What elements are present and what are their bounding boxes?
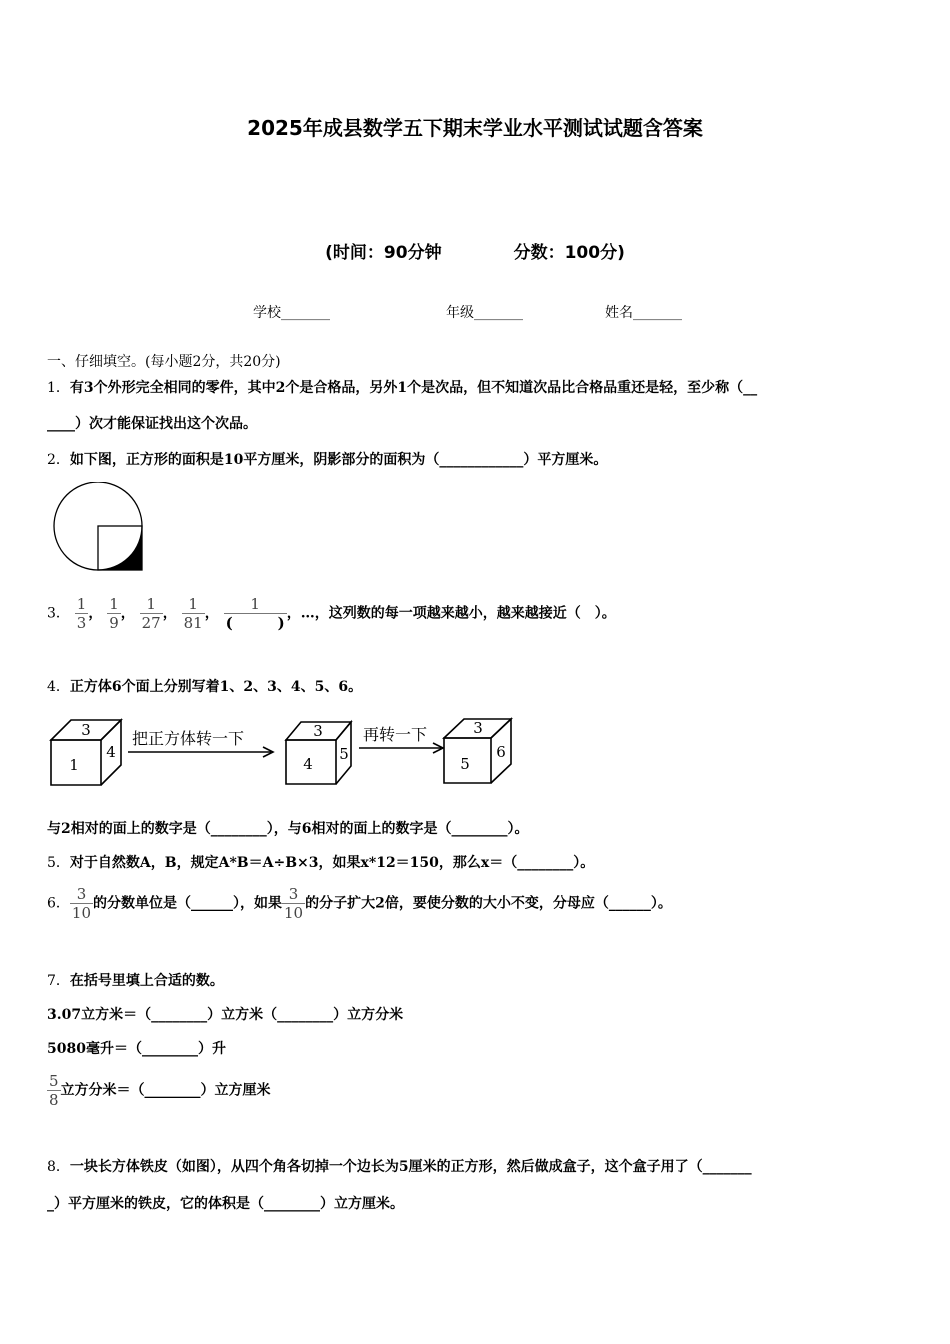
- question-text: 一块长方体铁皮（如图），从四个角各切掉一个边长为5厘米的正方形，然后做成盒子，这个盒子用了（_______: [69, 1159, 752, 1175]
- question-text: 在括号里填上合适的数。: [69, 973, 224, 989]
- question-1-cont: ____）次才能保证找出这个次品。: [47, 416, 257, 432]
- score-label: 分数：100分): [513, 243, 625, 263]
- question-number: 3．: [47, 605, 70, 622]
- fraction: $\frac{3}{10}$: [284, 885, 304, 922]
- question-number: 1．: [47, 380, 70, 396]
- cube-3-front-number: 5: [460, 755, 470, 773]
- question-7: [47, 970, 224, 990]
- cube-1-side-number: 4: [106, 743, 116, 761]
- cube-2-side-number: 5: [339, 745, 349, 763]
- question-8: [47, 1156, 752, 1176]
- fraction: $\frac{5}{8}$: [49, 1072, 59, 1109]
- grade-field: 年级_______: [446, 305, 523, 321]
- fraction: $\frac{1}{9}$: [109, 595, 119, 632]
- question-text: 正方体6个面上分别写着1、2、3、4、5、6。: [69, 679, 363, 695]
- cube-1-top-number: 3: [81, 721, 91, 739]
- name-field: 姓名_______: [605, 305, 682, 321]
- question-number: 8．: [47, 1159, 70, 1175]
- fraction: $\frac{1}{81}$: [183, 595, 203, 632]
- question-text: 的分数单位是（______），如果: [93, 895, 283, 912]
- fraction: $\frac{1}{27}$: [141, 595, 161, 632]
- arrow-1-label: 把正方体转一下: [132, 729, 245, 748]
- question-1: [47, 377, 757, 397]
- question-number: 2．: [47, 452, 70, 468]
- question-7-line-2: 5080毫升＝（________）升: [47, 1041, 226, 1057]
- question-text: 对于自然数A，B，规定A*B＝A÷B×3，如果x*12＝150，那么x＝（________）。: [69, 855, 595, 871]
- question-7-line-3: [47, 1072, 271, 1109]
- cube-2-front-number: 4: [303, 755, 313, 773]
- question-8-cont: _）平方厘米的铁皮，它的体积是（________）立方厘米。: [47, 1196, 404, 1212]
- time-label: (时间：90分钟: [325, 243, 442, 263]
- section-heading: 一、仔细填空。(每小题2分，共20分): [47, 354, 281, 370]
- question-text: 如下图，正方形的面积是10平方厘米，阴影部分的面积为（____________）平方厘米。: [69, 452, 608, 468]
- question-4-answer: 与2相对的面上的数字是（________），与6相对的面上的数字是（________）。: [47, 821, 529, 837]
- cube-3-side-number: 6: [496, 743, 506, 761]
- fraction: $\frac{1}{3}$: [76, 595, 87, 632]
- cube-rotation-figure: [46, 712, 516, 788]
- circle-square-figure: [48, 482, 143, 574]
- cube-3-top-number: 3: [473, 719, 483, 737]
- question-text: 的分子扩大2倍，要使分数的大小不变，分母应（______）。: [305, 895, 672, 912]
- question-text: 有3个外形完全相同的零件，其中2个是合格品，另外1个是次品，但不知道次品比合格品重还是轻，至少称（__: [69, 380, 758, 396]
- question-number: 4．: [47, 679, 70, 695]
- question-7-line-1: 3.07立方米＝（________）立方米（________）立方分米: [47, 1007, 404, 1023]
- question-text: ，…，这列数的每一项越来越小，越来越接近（ ）。: [286, 605, 616, 622]
- question-number: 6．: [47, 895, 70, 912]
- cube-1-front-number: 1: [69, 756, 79, 774]
- question-6: [47, 885, 672, 922]
- fraction: $\frac{3}{10}$: [71, 885, 92, 922]
- question-4: [47, 676, 362, 696]
- exam-meta: [0, 238, 950, 263]
- question-2: [47, 449, 607, 469]
- question-number: 7．: [47, 973, 70, 989]
- school-field: 学校_______: [253, 305, 330, 321]
- question-text: 立方分米＝（________）立方厘米: [60, 1082, 271, 1099]
- cube-2-top-number: 3: [313, 722, 323, 740]
- question-3: 3． $\frac{1}{3}$ ， $\frac{1}{9}$ ， $\frac{1}{27}$ ， $\frac{1}{81}$ ， $\frac{1}{( )}$ ，…，这列数的每一项越来越小，越来越接近（ ）。: [47, 595, 616, 632]
- question-number: 5．: [47, 855, 70, 871]
- blank-fraction: $\frac{1}{( )}$: [225, 595, 285, 632]
- question-5: [47, 852, 594, 872]
- page-title: 2025年成县数学五下期末学业水平测试试题含答案: [247, 116, 703, 140]
- arrow-2-label: 再转一下: [363, 725, 428, 744]
